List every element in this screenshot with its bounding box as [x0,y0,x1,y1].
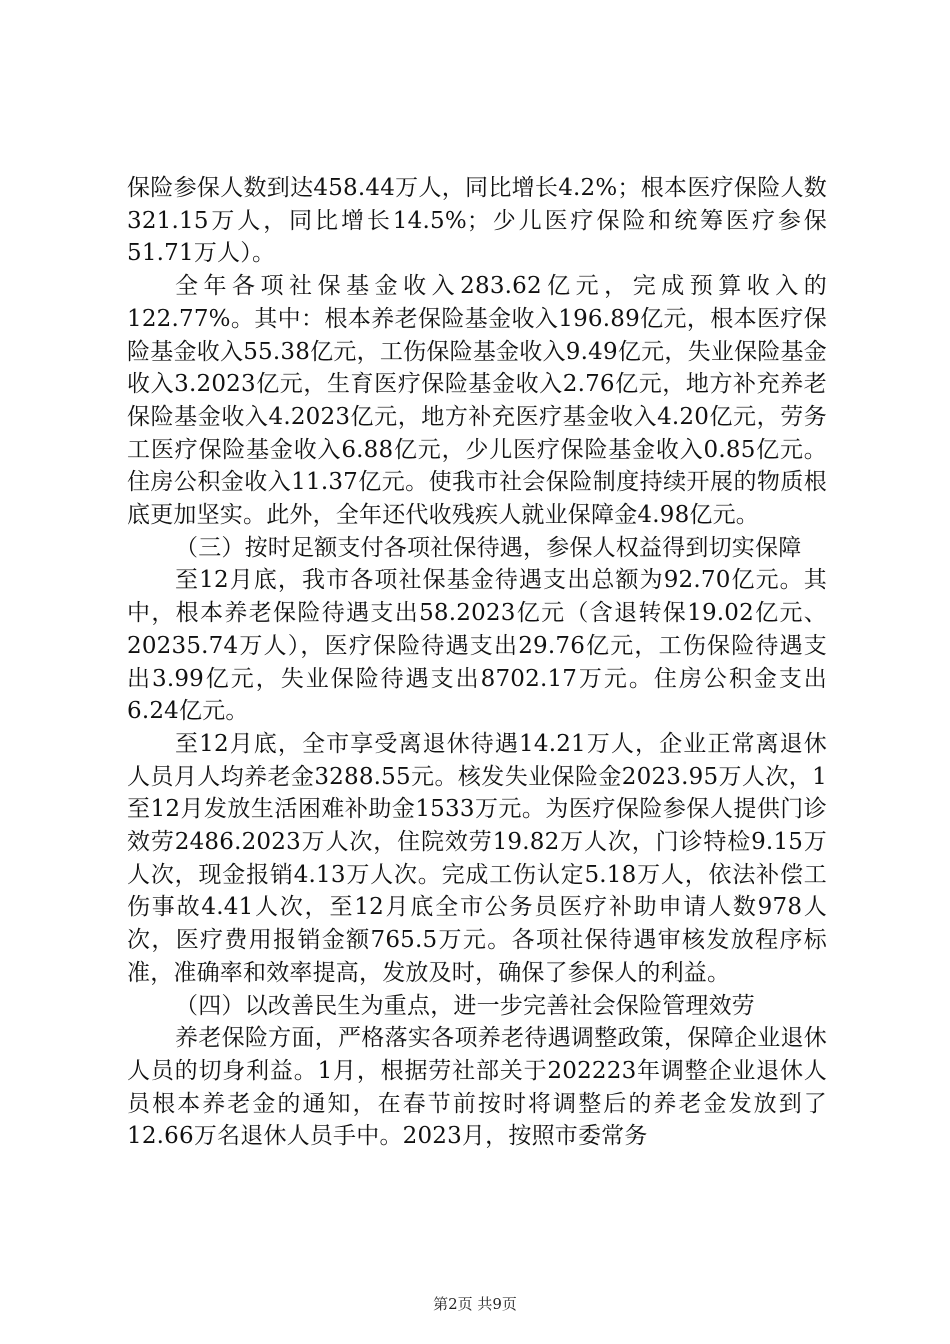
body-text [127,172,827,1153]
section-heading-4: （四）以改善民生为重点，进一步完善社会保险管理效劳 [175,992,755,1019]
paragraph-5: 至12月底，全市享受离退休待遇14.21万人，企业正常离退休人员月人均养老金3288.55元。核发失业保险金2023.95万人次，1至12月发放生活困难补助金1533万元。为医疗保险参保人提供门诊效劳2486.2023万人次，住院效劳19.82万人次，门诊特检9.15万人次，现金报销4.13万人次。完成工伤认定5.18万人，依法补偿工伤事故4.41人次，至12月底全市公务员医疗补助申请人数978人次，医疗费用报销金额765.5万元。各项社保待遇审核发放程序标准，准确率和效率提高，发放及时，确保了参保人的利益。 [127,730,827,986]
paragraph-2: 全年各项社保基金收入283.62亿元，完成预算收入的122.77%。其中：根本养老保险基金收入196.89亿元，根本医疗保险基金收入55.38亿元，工伤保险基金收入9.49亿元，失业保险基金收入3.2023亿元，生育医疗保险基金收入2.76亿元，地方补充养老保险基金收入4.2023亿元，地方补充医疗基金收入4.20亿元，劳务工医疗保险基金收入6.88亿元，少儿医疗保险基金收入0.85亿元。住房公积金收入11.37亿元。使我市社会保险制度持续开展的物质根底更加坚实。此外，全年还代收残疾人就业保障金4.98亿元。 [127,273,827,529]
paragraph-1: 保险参保人数到达458.44万人，同比增长4.2%；根本医疗保险人数321.15万人，同比增长14.5%；少儿医疗保险和统筹医疗参保51.71万人）。 [127,175,827,267]
page-number-footer: 第2页 共9页 [433,1295,517,1313]
paragraph-4: 至12月底，我市各项社保基金待遇支出总额为92.70亿元。其中，根本养老保险待遇支出58.2023亿元（含退转保19.02亿元、20235.74万人），医疗保险待遇支出29.76亿元，工伤保险待遇支出3.99亿元，失业保险待遇支出8702.17万元。住房公积金支出6.24亿元。 [127,567,827,725]
paragraph-7: 养老保险方面，严格落实各项养老待遇调整政策，保障企业退休人员的切身利益。1月，根据劳社部关于202223年调整企业退休人员根本养老金的通知，在春节前按时将调整后的养老金发放到了12.66万名退休人员手中。2023月，按照市委常务 [127,1025,827,1150]
section-heading-3: （三）按时足额支付各项社保待遇，参保人权益得到切实保障 [175,534,802,561]
